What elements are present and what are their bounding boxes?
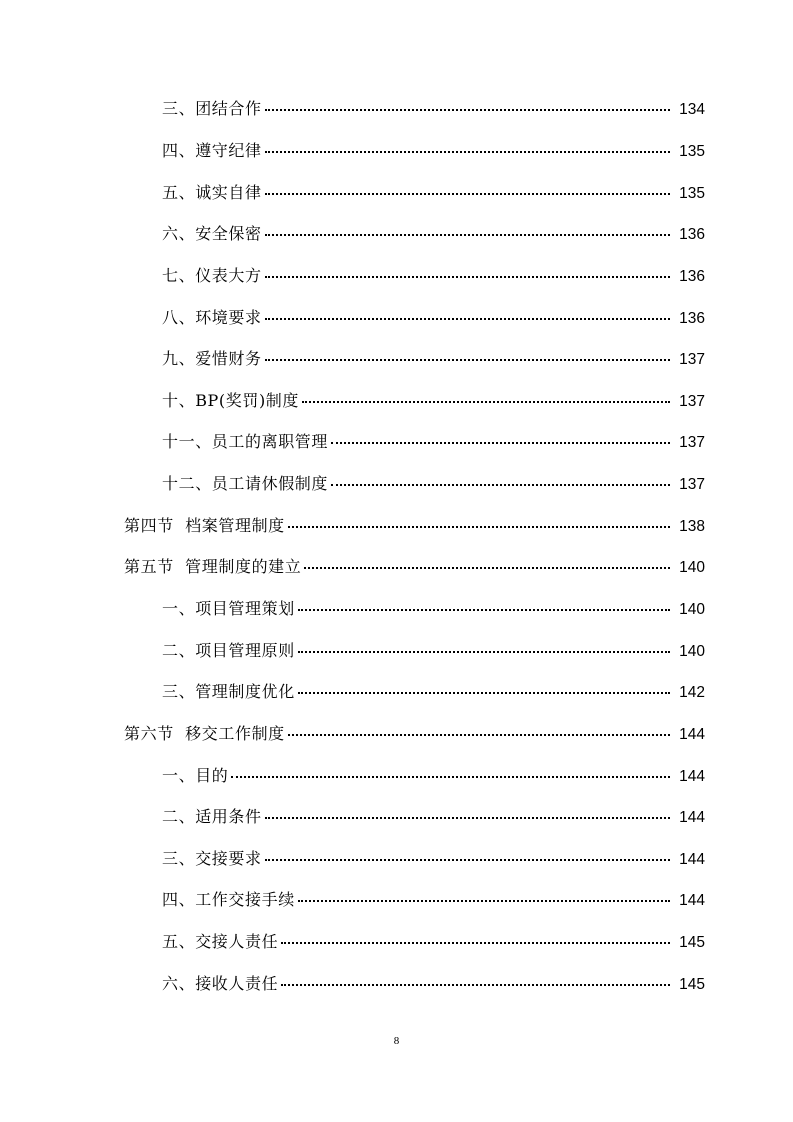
toc-entry-title: 十二、员工请休假制度 xyxy=(162,474,329,494)
toc-entry-page-number: 144 xyxy=(679,850,705,868)
toc-entry-line xyxy=(124,721,793,744)
toc-subsection-entry[interactable] xyxy=(0,87,793,129)
table-of-contents xyxy=(0,87,793,1003)
toc-entry-page-number: 145 xyxy=(679,934,705,952)
toc-subsection-entry[interactable] xyxy=(0,670,793,712)
dot-leader xyxy=(331,484,670,486)
toc-entry-line xyxy=(162,846,793,869)
toc-subsection-entry[interactable] xyxy=(0,920,793,962)
toc-entry-title: 第六节 移交工作制度 xyxy=(124,723,285,743)
toc-entry-line xyxy=(162,96,793,119)
toc-subsection-entry[interactable] xyxy=(0,462,793,504)
toc-entry-page-number: 136 xyxy=(679,309,705,327)
toc-entry-title: 六、安全保密 xyxy=(162,224,262,244)
toc-subsection-entry[interactable] xyxy=(0,587,793,629)
toc-entry-title: 第五节 管理制度的建立 xyxy=(124,557,302,577)
dot-leader xyxy=(288,526,670,528)
toc-entry-line xyxy=(162,638,793,661)
dot-leader xyxy=(281,942,670,944)
dot-leader xyxy=(265,817,670,819)
dot-leader xyxy=(265,318,670,320)
dot-leader xyxy=(302,401,670,403)
dot-leader xyxy=(304,567,670,569)
toc-entry-page-number: 140 xyxy=(679,559,705,577)
dot-leader xyxy=(265,276,670,278)
toc-entry-title: 五、交接人责任 xyxy=(162,932,279,952)
toc-entry-page-number: 144 xyxy=(679,767,705,785)
toc-entry-page-number: 140 xyxy=(679,601,705,618)
toc-entry-title: 六、接收人责任 xyxy=(162,973,279,993)
toc-subsection-entry[interactable] xyxy=(0,795,793,837)
toc-subsection-entry[interactable] xyxy=(0,420,793,462)
toc-entry-title: 十、BP(奖罚)制度 xyxy=(162,390,300,410)
dot-leader xyxy=(288,734,670,736)
toc-entry-line xyxy=(124,513,793,536)
toc-entry-line xyxy=(162,596,793,619)
dot-leader xyxy=(265,859,670,861)
dot-leader xyxy=(298,900,670,902)
toc-entry-page-number: 136 xyxy=(679,226,705,244)
toc-entry-page-number: 134 xyxy=(679,101,705,119)
toc-entry-page-number: 145 xyxy=(679,975,705,993)
toc-entry-title: 十一、员工的离职管理 xyxy=(162,432,329,452)
toc-entry-title: 四、遵守纪律 xyxy=(162,140,262,160)
dot-leader xyxy=(331,442,670,444)
toc-section-entry[interactable] xyxy=(0,503,793,545)
toc-entry-title: 八、环境要求 xyxy=(162,307,262,327)
toc-entry-page-number: 140 xyxy=(679,642,705,660)
toc-entry-page-number: 137 xyxy=(679,392,705,410)
toc-entry-line xyxy=(162,305,793,328)
toc-entry-line xyxy=(162,929,793,952)
toc-subsection-entry[interactable] xyxy=(0,170,793,212)
toc-entry-line xyxy=(162,804,793,827)
toc-entry-title: 三、交接要求 xyxy=(162,848,262,868)
toc-entry-page-number: 144 xyxy=(679,725,705,743)
toc-entry-line xyxy=(162,763,793,786)
toc-entry-title: 二、项目管理原则 xyxy=(162,640,295,660)
toc-entry-title: 三、团结合作 xyxy=(162,99,262,119)
toc-subsection-entry[interactable] xyxy=(0,337,793,379)
toc-entry-title: 二、适用条件 xyxy=(162,807,262,827)
dot-leader xyxy=(231,776,670,778)
dot-leader xyxy=(265,234,670,236)
toc-entry-line xyxy=(162,180,793,203)
toc-entry-page-number: 135 xyxy=(679,142,705,160)
toc-entry-title: 四、工作交接手续 xyxy=(162,890,295,910)
toc-entry-title: 三、管理制度优化 xyxy=(162,682,295,702)
toc-entry-page-number: 138 xyxy=(679,517,705,535)
toc-entry-page-number: 137 xyxy=(679,434,705,452)
toc-entry-line xyxy=(162,971,793,994)
dot-leader xyxy=(265,193,670,195)
toc-subsection-entry[interactable] xyxy=(0,295,793,337)
toc-section-entry[interactable] xyxy=(0,545,793,587)
page-number: 8 xyxy=(393,1035,400,1047)
toc-entry-line xyxy=(124,554,793,577)
toc-subsection-entry[interactable] xyxy=(0,378,793,420)
dot-leader xyxy=(298,651,670,653)
toc-entry-line xyxy=(162,388,793,411)
toc-subsection-entry[interactable] xyxy=(0,878,793,920)
dot-leader xyxy=(265,109,670,111)
toc-entry-line xyxy=(162,138,793,161)
dot-leader xyxy=(298,609,670,611)
toc-entry-page-number: 137 xyxy=(679,351,705,369)
toc-entry-page-number: 144 xyxy=(679,892,705,910)
dot-leader xyxy=(265,151,670,153)
dot-leader xyxy=(281,984,670,986)
toc-entry-title: 一、目的 xyxy=(162,765,229,785)
toc-subsection-entry[interactable] xyxy=(0,961,793,1003)
toc-subsection-entry[interactable] xyxy=(0,254,793,296)
toc-entry-page-number: 137 xyxy=(679,476,705,494)
toc-subsection-entry[interactable] xyxy=(0,837,793,879)
toc-entry-title: 五、诚实自律 xyxy=(162,182,262,202)
toc-subsection-entry[interactable] xyxy=(0,129,793,171)
toc-entry-line xyxy=(162,471,793,494)
toc-entry-page-number: 142 xyxy=(679,684,705,702)
toc-entry-line xyxy=(162,887,793,910)
toc-entry-line xyxy=(162,429,793,452)
toc-entry-line xyxy=(162,221,793,244)
toc-subsection-entry[interactable] xyxy=(0,628,793,670)
toc-entry-line xyxy=(162,679,793,702)
toc-entry-title: 九、爱惜财务 xyxy=(162,349,262,369)
toc-subsection-entry[interactable] xyxy=(0,212,793,254)
toc-entry-title: 第四节 档案管理制度 xyxy=(124,515,285,535)
toc-section-entry[interactable] xyxy=(0,712,793,754)
toc-entry-line xyxy=(162,346,793,369)
toc-entry-page-number: 136 xyxy=(679,267,705,285)
toc-entry-title: 一、项目管理策划 xyxy=(162,599,295,618)
toc-entry-title: 七、仪表大方 xyxy=(162,265,262,285)
toc-subsection-entry[interactable] xyxy=(0,753,793,795)
dot-leader xyxy=(298,692,670,694)
toc-entry-page-number: 144 xyxy=(679,809,705,827)
dot-leader xyxy=(265,359,670,361)
toc-entry-page-number: 135 xyxy=(679,184,705,202)
toc-entry-line xyxy=(162,263,793,286)
